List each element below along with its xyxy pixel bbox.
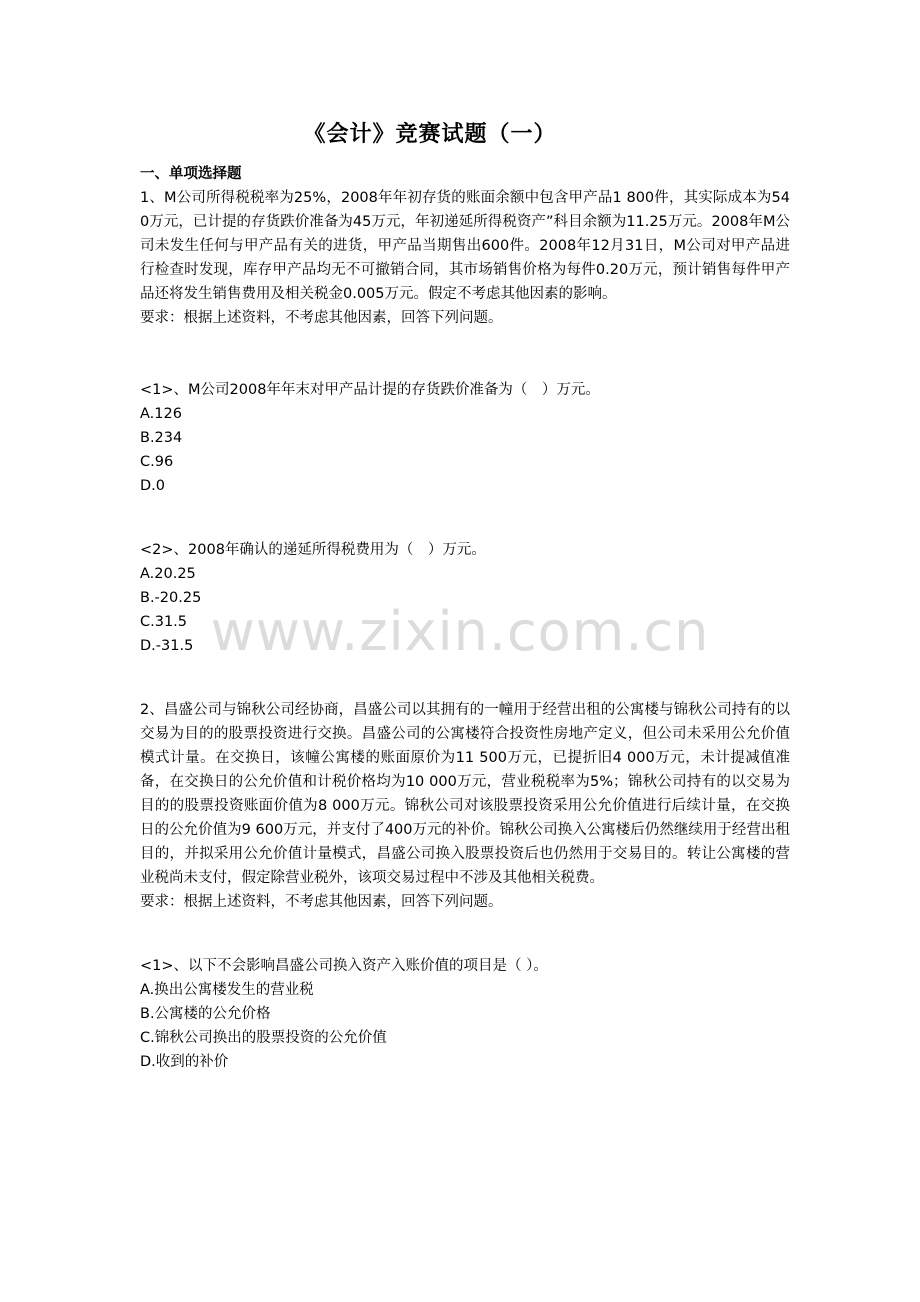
case-1-question-1-option-c: C.96 bbox=[140, 454, 174, 470]
case-2-question-1-option-d: D.收到的补价 bbox=[140, 1054, 229, 1070]
case-1-question-2-stem: <2>、2008年确认的递延所得税费用为（ ）万元。 bbox=[140, 542, 486, 558]
case-2-question-1-option-a: A.换出公寓楼发生的营业税 bbox=[140, 982, 314, 998]
case-1-text: 1、M公司所得税税率为25%，2008年年初存货的账面余额中包含甲产品1 800件，其实际成本为540万元，已计提的存货跌价准备为45万元，年初递延所得税资产”科目余额为11.25万元。2008年M公司未发生任何与甲产品有关的进货，甲产品当期售出600件。2008年12月31日，M公司对甲产品进行检查时发现，库存甲产品均无不可撤销合同，其市场销售价格为每件0.20万元，预计销售每件甲产品还将发生销售费用及相关税金0.005万元。假定不考虑其他因素的影响。 bbox=[140, 190, 790, 302]
case-2-text: 2、昌盛公司与锦秋公司经协商，昌盛公司以其拥有的一幢用于经营出租的公寓楼与锦秋公司持有的以交易为目的的股票投资进行交换。昌盛公司的公寓楼符合投资性房地产定义，但公司未采用公允价值模式计量。在交换日，该幢公寓楼的账面原价为11 500万元，已提折旧4 000万元，未计提减值准备，在交换日的公允价值和计税价格均为10 000万元，营业税税率为5%；锦秋公司持有的以交易为目的的股票投资账面价值为8 000万元。锦秋公司对该股票投资采用公允价值进行后续计量，在交换日的公允价值为9 600万元，并支付了400万元的补价。锦秋公司换入公寓楼后仍然继续用于经营出租目的，并拟采用公允价值计量模式，昌盛公司换入股票投资后也仍然用于交易目的。转让公寓楼的营业税尚未支付，假定除营业税外，该项交易过程中不涉及其他相关税费。 bbox=[140, 702, 790, 886]
case-1-question-1-option-b: B.234 bbox=[140, 430, 183, 446]
case-1-question-2-option-a: A.20.25 bbox=[140, 566, 196, 582]
case-1-question-2-option-d: D.-31.5 bbox=[140, 638, 194, 654]
section-heading: 一、单项选择题 bbox=[140, 166, 242, 182]
case-1-question-2-option-b: B.-20.25 bbox=[140, 590, 202, 606]
case-1-question-1-option-a: A.126 bbox=[140, 406, 182, 422]
document-title bbox=[0, 117, 920, 148]
case-1-question-2-option-c: C.31.5 bbox=[140, 614, 188, 630]
watermark: www.zixin.com.cn bbox=[210, 600, 710, 663]
document-title-text: 《会计》竞赛试题（一） bbox=[303, 122, 557, 147]
case-1-requirement: 要求：根据上述资料，不考虑其他因素，回答下列问题。 bbox=[140, 310, 503, 326]
case-2-question-1-option-c: C.锦秋公司换出的股票投资的公允价值 bbox=[140, 1030, 387, 1046]
case-1-question-1-option-d: D.0 bbox=[140, 478, 165, 494]
case-2-question-1-stem: <1>、以下不会影响昌盛公司换入资产入账价值的项目是（ ）。 bbox=[140, 958, 548, 974]
case-1-question-1-stem: <1>、M公司2008年年末对甲产品计提的存货跌价准备为（ ）万元。 bbox=[140, 382, 600, 398]
document-body bbox=[140, 162, 790, 1074]
case-2-question-1-option-b: B.公寓楼的公允价格 bbox=[140, 1006, 271, 1022]
case-2-requirement: 要求：根据上述资料，不考虑其他因素，回答下列问题。 bbox=[140, 894, 503, 910]
